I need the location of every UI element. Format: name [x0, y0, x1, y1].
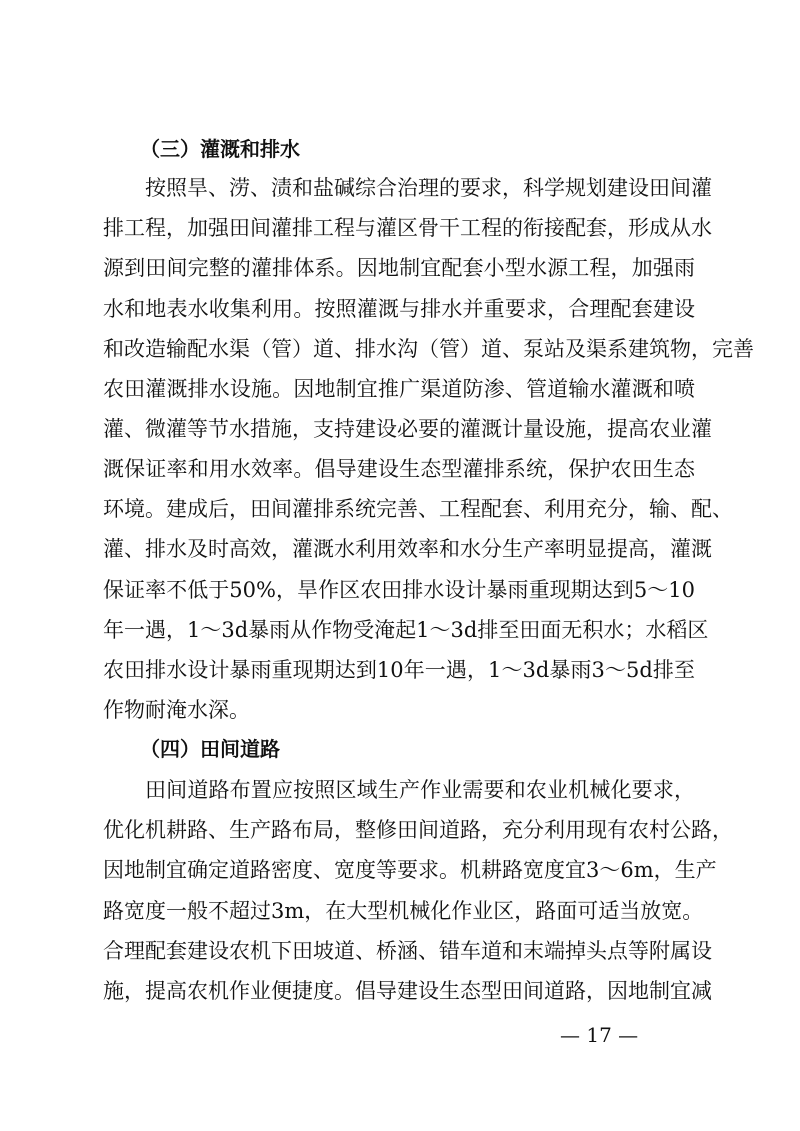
paragraph-line: 施，提高农机作业便捷度。倡导建设生态型田间道路，因地制宜减	[103, 979, 712, 1003]
paragraph-line: 农田排水设计暴雨重现期达到10年一遇，1～3d暴雨3～5d排至	[103, 658, 695, 682]
paragraph-line: 农田灌溉排水设施。因地制宜推广渠道防渗、管道输水灌溉和喷	[103, 377, 695, 401]
paragraph-line: 源到田间完整的灌排体系。因地制宜配套小型水源工程，加强雨	[103, 256, 695, 280]
paragraph-line: 合理配套建设农机下田坡道、桥涵、错车道和末端掉头点等附属设	[103, 939, 712, 963]
paragraph-line: 灌、微灌等节水措施，支持建设必要的灌溉计量设施，提高农业灌	[103, 417, 712, 441]
paragraph-line: 和改造输配水渠（管）道、排水沟（管）道、泵站及渠系建筑物，完善	[103, 337, 754, 361]
paragraph-line: 按照旱、涝、渍和盐碱综合治理的要求，科学规划建设田间灌	[145, 176, 712, 200]
paragraph-line: 因地制宜确定道路密度、宽度等要求。机耕路宽度宜3～6m，生产	[103, 858, 717, 882]
page-number: — 17 —	[560, 1023, 639, 1047]
paragraph-line: 灌、排水及时高效，灌溉水利用效率和水分生产率明显提高，灌溉	[103, 537, 712, 561]
paragraph-line: 溉保证率和用水效率。倡导建设生态型灌排系统，保护农田生态	[103, 457, 695, 481]
paragraph-line: 作物耐淹水深。	[103, 698, 250, 722]
paragraph-line: 优化机耕路、生产路布局，整修田间道路，充分利用现有农村公路，	[103, 818, 733, 842]
paragraph-line: 排工程，加强田间灌排工程与灌区骨干工程的衔接配套，形成从水	[103, 216, 712, 240]
paragraph-line: 年一遇，1～3d暴雨从作物受淹起1～3d排至田面无积水；水稻区	[103, 618, 709, 642]
section-heading-field-roads: （四）田间道路	[140, 737, 280, 761]
paragraph-line: 田间道路布置应按照区域生产作业需要和农业机械化要求，	[145, 778, 695, 802]
paragraph-line: 水和地表水收集利用。按照灌溉与排水并重要求，合理配套建设	[103, 297, 695, 321]
paragraph-line: 路宽度一般不超过3m，在大型机械化作业区，路面可适当放宽。	[103, 899, 704, 923]
section-heading-irrigation: （三）灌溉和排水	[140, 137, 300, 161]
paragraph-line: 环境。建成后，田间灌排系统完善、工程配套、利用充分，输、配、	[103, 497, 733, 521]
paragraph-line: 保证率不低于50%，旱作区农田排水设计暴雨重现期达到5～10	[103, 578, 695, 602]
